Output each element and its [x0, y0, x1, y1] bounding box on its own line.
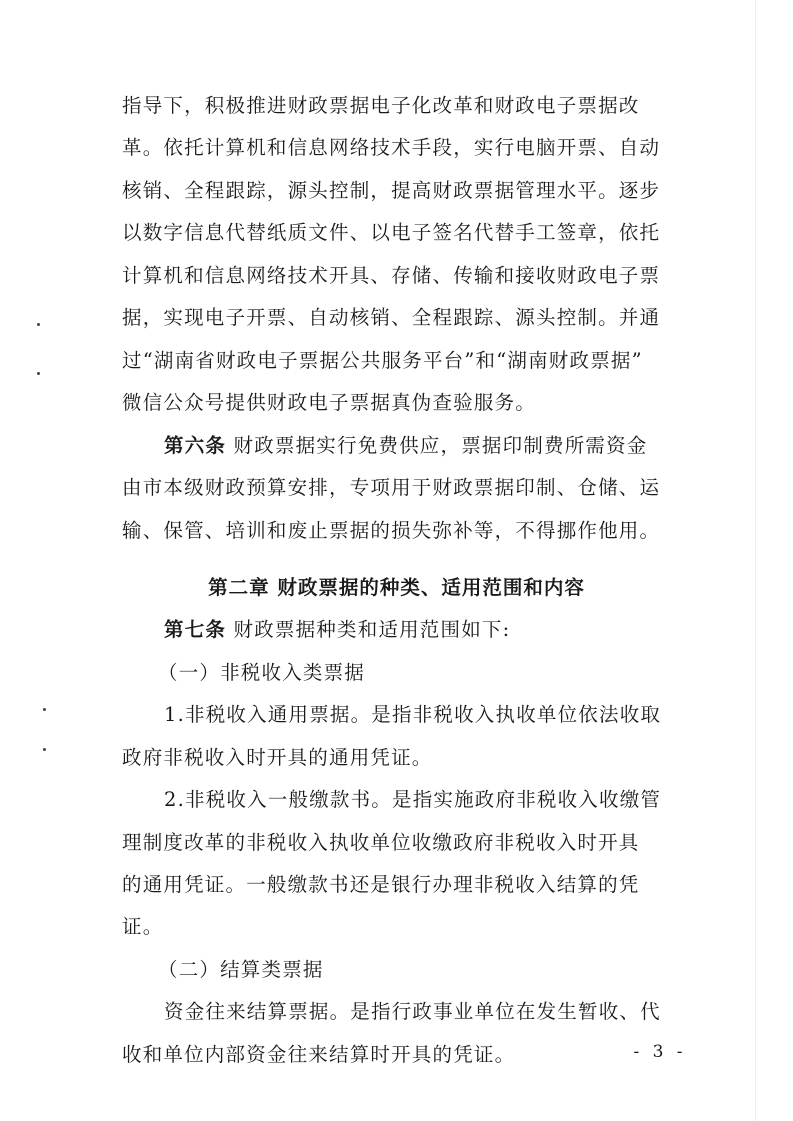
article-7-label: 第七条	[164, 618, 227, 641]
paragraph-line: 计算机和信息网络技术开具、存储、传输和接收财政电子票	[122, 264, 661, 287]
scan-dot	[37, 372, 40, 375]
paragraph-line: 微信公众号提供财政电子票据真伪查验服务。	[122, 391, 537, 414]
paragraph-line: 指导下，积极推进财政票据电子化改革和财政电子票据改	[122, 94, 640, 117]
paragraph-line: 据，实现电子开票、自动核销、全程跟踪、源头控制。并通	[122, 306, 661, 329]
section-1-item-line: 政府非税收入时开具的通用凭证。	[122, 746, 433, 769]
scan-dot	[43, 748, 46, 751]
section-2-line: 收和单位内部资金往来结算时开具的凭证。	[122, 1043, 516, 1066]
section-1-item-line: 理制度改革的非税收入执收单位收缴政府非税收入时开具	[122, 831, 640, 854]
section-2-title: （二）结算类票据	[158, 958, 324, 981]
article-7-line	[164, 609, 684, 651]
paragraph-line: 过“湖南省财政电子票据公共服务平台”和“湖南财政票据”	[122, 349, 643, 372]
section-1-item-line: 的通用凭证。一般缴款书还是银行办理非税收入结算的凭	[122, 873, 640, 896]
article-6-label: 第六条	[164, 434, 227, 457]
chapter-heading: 第二章 财政票据的种类、适用范围和内容	[208, 576, 585, 599]
paragraph-line: 革。依托计算机和信息网络技术手段，实行电脑开票、自动	[122, 136, 661, 159]
section-2-line: 资金往来结算票据。是指行政事业单位在发生暂收、代	[164, 1000, 661, 1023]
article-7-text: 财政票据种类和适用范围如下:	[226, 618, 511, 641]
scan-edge	[755, 0, 756, 1121]
article-6-line	[164, 425, 684, 467]
page-number: - 3 -	[633, 1042, 687, 1062]
section-1-title: （一）非税收入类票据	[158, 661, 366, 684]
section-1-item-line: 证。	[122, 915, 164, 938]
paragraph-line: 核销、全程跟踪，源头控制，提高财政票据管理水平。逐步	[122, 179, 661, 202]
article-6-text: 财政票据实行免费供应，票据印制费所需资金	[226, 434, 648, 457]
section-1-item-line: 1.非税收入通用票据。是指非税收入执收单位依法收取	[164, 703, 662, 726]
section-1-item-line: 2.非税收入一般缴款书。是指实施政府非税收入收缴管	[164, 788, 662, 811]
article-6-line: 输、保管、培训和废止票据的损失弥补等，不得挪作他用。	[122, 519, 661, 542]
article-6-line: 由市本级财政预算安排，专项用于财政票据印制、仓储、运	[122, 476, 661, 499]
scan-dot	[37, 323, 40, 326]
scan-dot	[43, 708, 46, 711]
paragraph-line: 以数字信息代替纸质文件、以电子签名代替手工签章，依托	[122, 221, 661, 244]
